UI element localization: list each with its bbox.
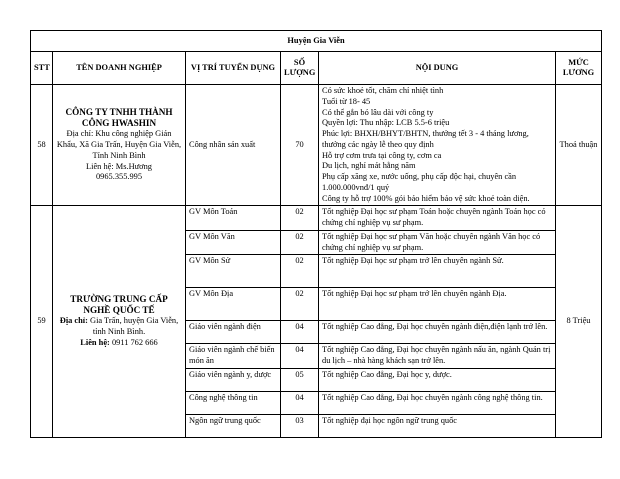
company-cell — [53, 85, 186, 206]
company-phone: 0965.355.995 — [95, 172, 143, 182]
position-cell: Ngôn ngữ trung quốc — [186, 414, 281, 437]
position-cell: GV Môn Toán — [186, 206, 281, 231]
content-cell: Tốt nghiệp Cao đẳng, Đại học chuyên ngành công nghệ thông tin. — [319, 391, 556, 414]
company-cell — [53, 206, 186, 438]
quantity-cell: 04 — [281, 344, 319, 369]
quantity-cell: 02 — [281, 288, 319, 321]
company-address: Địa chỉ: Khu công nghiệp Gián Khẩu, Xã Gia Trấn, Huyện Gia Viễn, Tỉnh Ninh Bình — [56, 129, 182, 160]
company-phone: 0911 762 666 — [111, 337, 158, 347]
position-cell: GV Môn Văn — [186, 230, 281, 255]
title-row — [31, 31, 602, 52]
header-position: VỊ TRÍ TUYỂN DỤNG — [186, 52, 281, 85]
content-cell: Tốt nghiệp Đại học sư phạm trở lên chuyên ngành Sử. — [319, 255, 556, 288]
position-cell: Công nghệ thông tin — [186, 391, 281, 414]
table-row-59 — [31, 206, 602, 231]
address-label: Địa chỉ: — [59, 316, 88, 326]
content-line: Có thể gắn bó lâu dài với công ty — [322, 107, 434, 117]
content-line: Công ty hỗ trợ 100% gói bảo hiểm bảo vệ sức khoẻ toàn diện. — [322, 193, 530, 203]
position-cell: GV Môn Địa — [186, 288, 281, 321]
table-row-58 — [31, 85, 602, 206]
header-content: NỘI DUNG — [319, 52, 556, 85]
header-company: TÊN DOANH NGHIỆP — [53, 52, 186, 85]
content-cell: Tốt nghiệp Đại học sư phạm Toán hoặc chuyên ngành Toán học có chứng chỉ nghiệp vụ sư phạm. — [319, 206, 556, 231]
content-line: Quyền lợi: Thu nhập: LCB 5.5-6 triệu — [322, 118, 450, 128]
salary-cell: 8 Triệu — [556, 206, 602, 438]
district-title: Huyện Gia Viễn — [31, 31, 602, 52]
quantity-cell: 04 — [281, 391, 319, 414]
header-row — [31, 52, 602, 85]
position-cell: Giáo viên ngành y, dược — [186, 368, 281, 391]
quantity-cell: 02 — [281, 206, 319, 231]
content-line: Hỗ trợ cơm trưa tại công ty, cơm ca — [322, 150, 442, 160]
content-line: Phụ cấp xăng xe, nước uống, phụ cấp độc hại, chuyên cần 1.000.000vnđ/1 quý — [322, 172, 517, 192]
position-cell: Giáo viên ngành chế biến món ăn — [186, 344, 281, 369]
company-address: Gia Trấn, huyện Gia Viễn, tỉnh Ninh Bình. — [90, 316, 179, 337]
company-name: TRƯỜNG TRUNG CẤP NGHỀ QUỐC TẾ — [70, 294, 168, 316]
recruitment-document — [30, 30, 601, 438]
quantity-cell: 70 — [281, 85, 319, 206]
content-cell: Tốt nghiệp Cao đẳng, Đại học chuyên ngành điện,điện lạnh trở lên. — [319, 321, 556, 344]
quantity-cell: 03 — [281, 414, 319, 437]
content-cell: Tốt nghiệp đại học ngôn ngữ trung quốc — [319, 414, 556, 437]
quantity-cell: 02 — [281, 230, 319, 255]
quantity-cell: 02 — [281, 255, 319, 288]
content-cell: Tốt nghiệp Đại học sư phạm Văn hoặc chuyên ngành Văn học có chứng chỉ nghiệp vụ sư phạm. — [319, 230, 556, 255]
contact-label: Liên hệ: — [80, 337, 110, 347]
position-cell: GV Môn Sử — [186, 255, 281, 288]
company-contact: Liên hệ: Ms.Hương — [86, 161, 152, 171]
content-line: Tuổi từ 18- 45 — [322, 96, 371, 106]
content-cell: Tốt nghiệp Cao đẳng, Đại học chuyên ngành nấu ăn, ngành Quản trị du lịch – nhà hàng khách sạn trở lên. — [319, 344, 556, 369]
company-contact-line — [56, 338, 182, 349]
header-stt: STT — [31, 52, 53, 85]
salary-cell: Thoả thuận — [556, 85, 602, 206]
quantity-cell: 05 — [281, 368, 319, 391]
header-quantity: SỐ LƯỢNG — [281, 52, 319, 85]
header-salary: MỨC LƯƠNG — [556, 52, 602, 85]
content-line: Có sức khoẻ tốt, chăm chỉ nhiệt tình — [322, 86, 444, 95]
company-address-line — [56, 316, 182, 338]
content-cell: Tốt nghiệp Cao đẳng, Đại học y, dược. — [319, 368, 556, 391]
stt-cell: 59 — [31, 206, 53, 438]
recruitment-table — [30, 30, 602, 438]
position-cell: Công nhân sản xuất — [186, 85, 281, 206]
content-line: Phúc lợi: BHXH/BHYT/BHTN, thưởng tết 3 - 4 tháng lương, thưởng các ngày lễ theo quy định — [322, 129, 529, 149]
company-name: CÔNG TY TNHH THÀNH CÔNG HWASHIN — [65, 107, 173, 129]
content-cell: Tốt nghiệp Đại học sư phạm trở lên chuyên ngành Địa. — [319, 288, 556, 321]
stt-cell: 58 — [31, 85, 53, 206]
quantity-cell: 04 — [281, 321, 319, 344]
content-cell — [319, 85, 556, 206]
content-line: Du lịch, nghỉ mát hằng năm — [322, 161, 416, 171]
position-cell: Giáo viên ngành điện — [186, 321, 281, 344]
